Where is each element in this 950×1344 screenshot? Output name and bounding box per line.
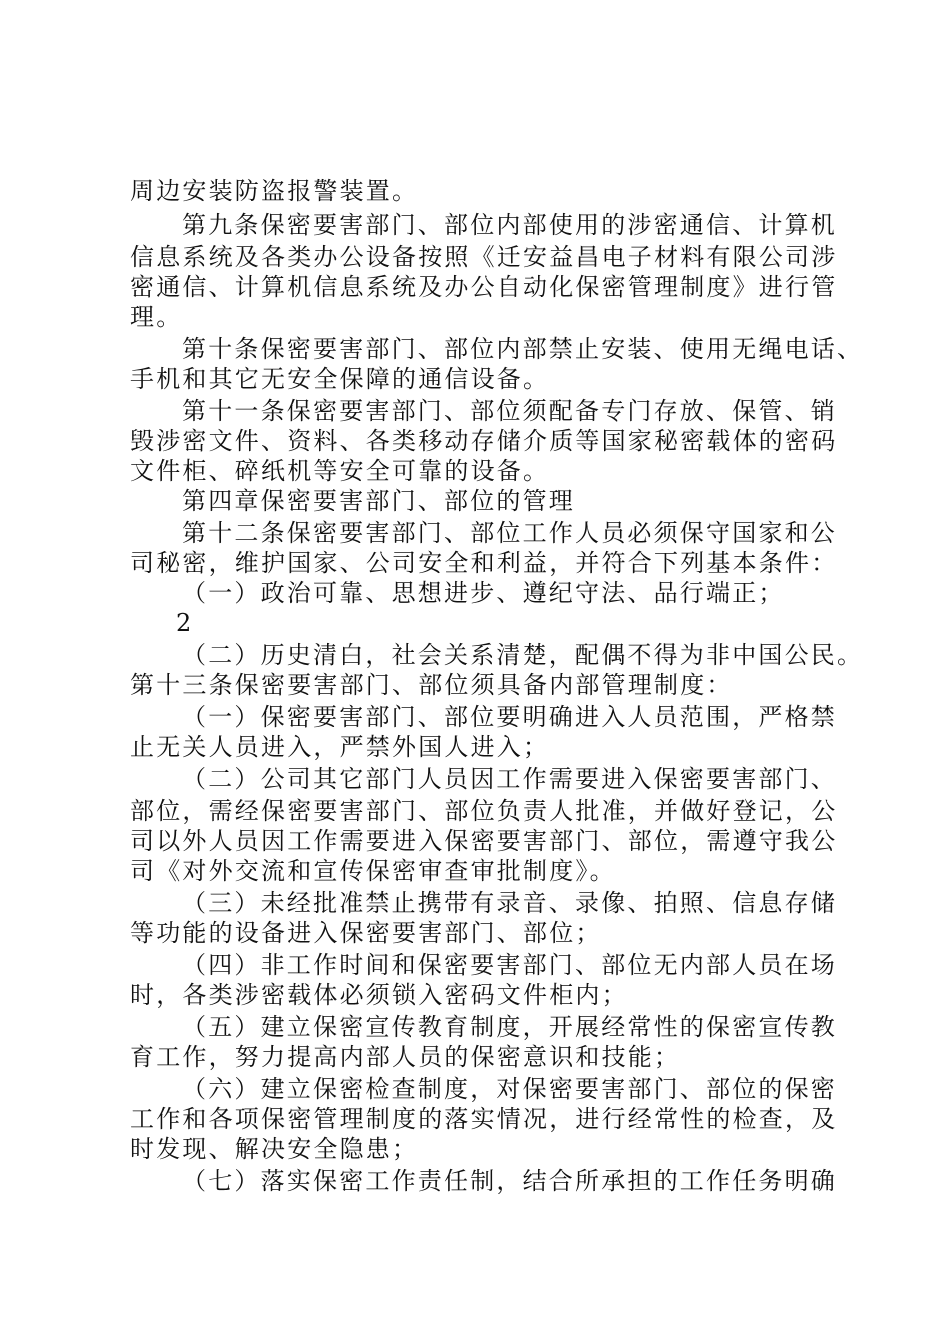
text-line: 文件柜、碎纸机等安全可靠的设备。	[130, 457, 550, 485]
text-line: （六）建立保密检查制度，对保密要害部门、部位的保密	[182, 1075, 837, 1103]
text-line: 手机和其它无安全保障的通信设备。	[130, 365, 550, 393]
text-line: 第九条保密要害部门、部位内部使用的涉密通信、计算机	[182, 211, 837, 239]
text-line: 时，各类涉密载体必须锁入密码文件柜内；	[130, 981, 628, 1009]
text-line: （二）公司其它部门人员因工作需要进入保密要害部门、	[182, 765, 837, 793]
text-line: 等功能的设备进入保密要害部门、部位；	[130, 919, 602, 947]
text-line: 工作和各项保密管理制度的落实情况，进行经常性的检查，及	[130, 1105, 838, 1133]
text-line: 周边安装防盗报警装置。	[130, 177, 419, 205]
text-line: 第十一条保密要害部门、部位须配备专门存放、保管、销	[182, 397, 837, 425]
text-line: （七）落实保密工作责任制，结合所承担的工作任务明确	[182, 1167, 837, 1195]
text-line: 司《对外交流和宣传保密审查审批制度》。	[130, 857, 616, 885]
text-line: （二）历史清白，社会关系清楚，配偶不得为非中国公民。	[182, 641, 864, 669]
chapter-heading: 第四章保密要害部门、部位的管理	[182, 487, 575, 515]
text-line: 时发现、解决安全隐患；	[130, 1135, 419, 1163]
text-line: （一）保密要害部门、部位要明确进入人员范围，严格禁	[182, 703, 837, 731]
text-line: （五）建立保密宣传教育制度，开展经常性的保密宣传教	[182, 1013, 837, 1041]
text-line: 司以外人员因工作需要进入保密要害部门、部位，需遵守我公	[130, 827, 838, 855]
text-line: 第十三条保密要害部门、部位须具备内部管理制度：	[130, 671, 733, 699]
text-line: 第十条保密要害部门、部位内部禁止安装、使用无绳电话、	[182, 335, 864, 363]
text-line: 育工作，努力提高内部人员的保密意识和技能；	[130, 1043, 681, 1071]
text-line: （四）非工作时间和保密要害部门、部位无内部人员在场	[182, 951, 837, 979]
text-line: 理。	[130, 303, 183, 331]
text-line: 信息系统及各类办公设备按照《迁安益昌电子材料有限公司涉	[130, 243, 838, 271]
text-line: （一）政治可靠、思想进步、遵纪守法、品行端正；	[182, 579, 785, 607]
text-line: （三）未经批准禁止携带有录音、录像、拍照、信息存储	[182, 889, 837, 917]
text-line: 毁涉密文件、资料、各类移动存储介质等国家秘密载体的密码	[130, 427, 838, 455]
page-number: 2	[176, 609, 194, 637]
text-line: 司秘密，维护国家、公司安全和利益，并符合下列基本条件：	[130, 549, 838, 577]
text-line: 密通信、计算机信息系统及办公自动化保密管理制度》进行管	[130, 273, 838, 301]
text-line: 部位，需经保密要害部门、部位负责人批准，并做好登记，公	[130, 797, 838, 825]
text-line: 止无关人员进入，严禁外国人进入；	[130, 733, 550, 761]
text-line: 第十二条保密要害部门、部位工作人员必须保守国家和公	[182, 519, 837, 547]
